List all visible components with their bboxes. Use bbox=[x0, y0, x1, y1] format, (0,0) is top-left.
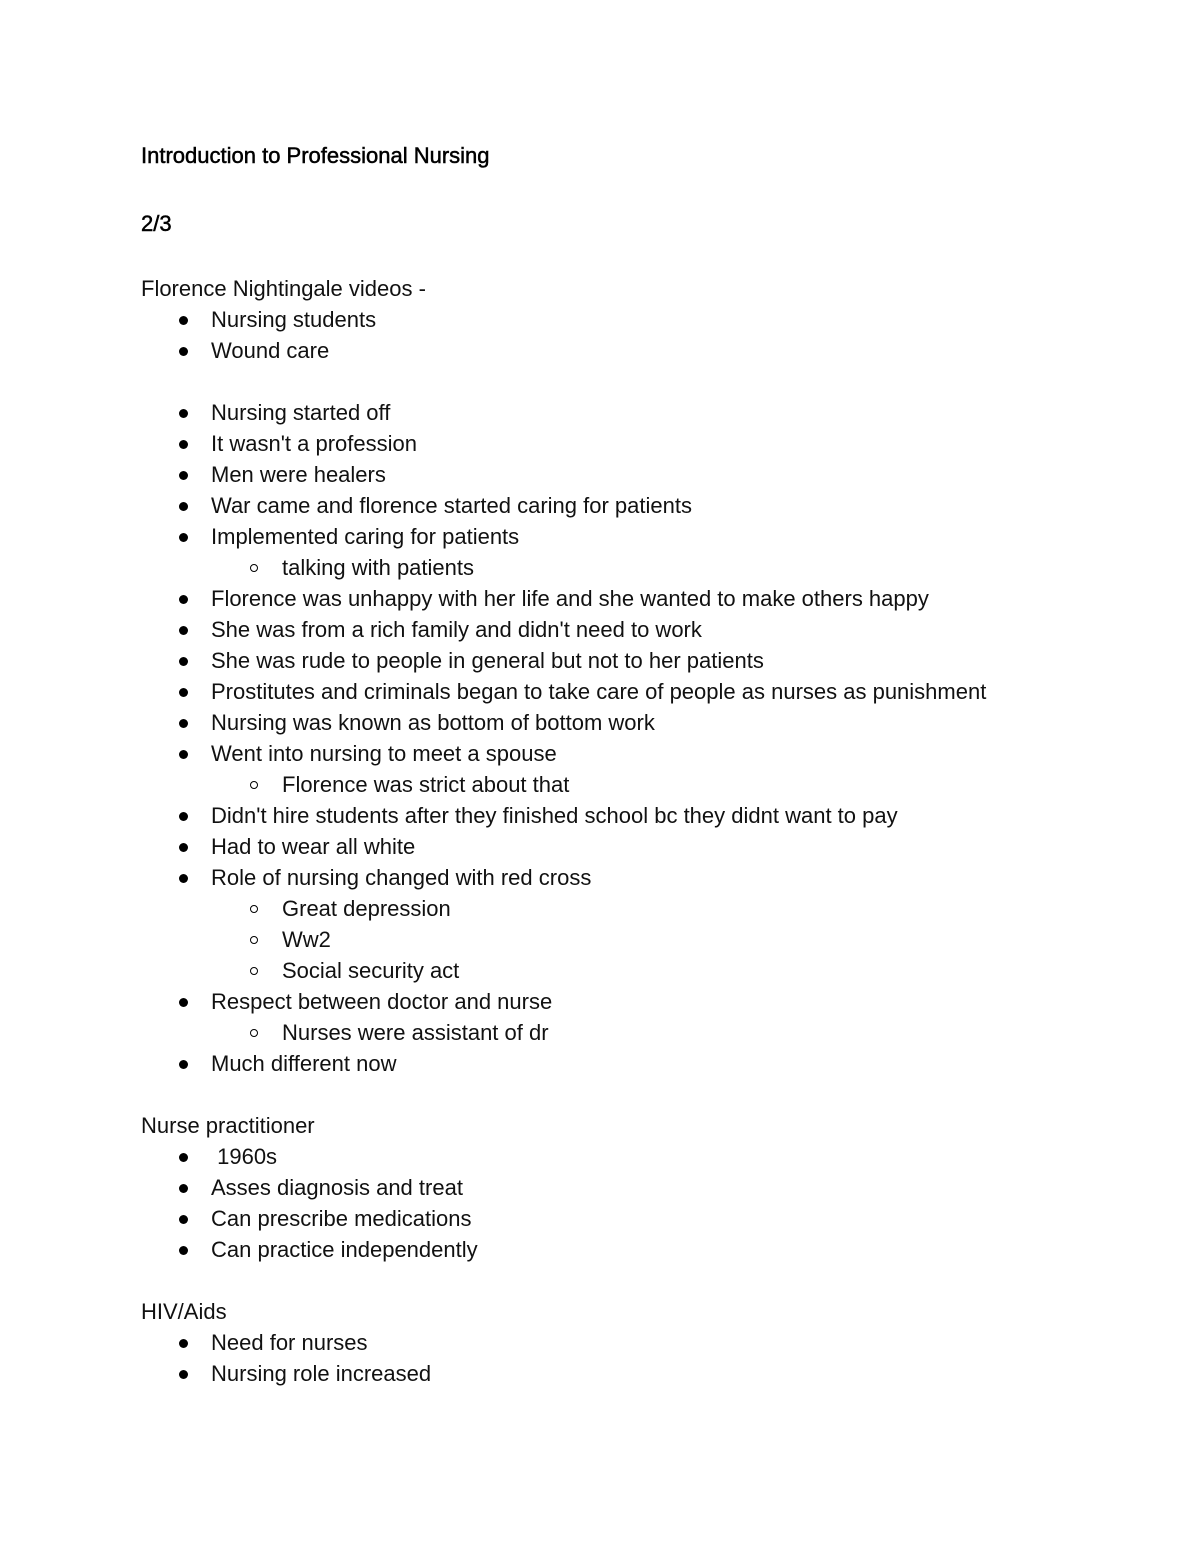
list-item: It wasn't a profession bbox=[141, 428, 1101, 459]
list-item: Nursing role increased bbox=[141, 1358, 1101, 1389]
list-item: She was rude to people in general but not to her patients bbox=[141, 645, 1101, 676]
blank-line bbox=[141, 366, 1101, 397]
list-item: 1960s bbox=[141, 1141, 1101, 1172]
bullet-icon bbox=[179, 1215, 188, 1224]
list-item: Need for nurses bbox=[141, 1327, 1101, 1358]
note-date: 2/3 bbox=[141, 211, 172, 236]
hollow-bullet-icon bbox=[250, 967, 258, 975]
list-item: Nursing was known as bottom of bottom work bbox=[141, 707, 1101, 738]
bullet-icon bbox=[179, 1184, 188, 1193]
sub-list-item: talking with patients bbox=[141, 552, 1101, 583]
bullet-icon bbox=[179, 1339, 188, 1348]
list-item: Went into nursing to meet a spouse bbox=[141, 738, 1101, 769]
sub-list-item: Nurses were assistant of dr bbox=[141, 1017, 1101, 1048]
document-title: Introduction to Professional Nursing bbox=[141, 143, 490, 168]
list-item: She was from a rich family and didn't need to work bbox=[141, 614, 1101, 645]
section-heading-nightingale: Florence Nightingale videos - bbox=[141, 276, 426, 301]
hollow-bullet-icon bbox=[250, 1029, 258, 1037]
bullet-icon bbox=[179, 440, 188, 449]
bullet-icon bbox=[179, 1246, 188, 1255]
list-item: Florence was unhappy with her life and she wanted to make others happy bbox=[141, 583, 1101, 614]
bullet-icon bbox=[179, 750, 188, 759]
bullet-icon bbox=[179, 533, 188, 542]
bullet-icon bbox=[179, 719, 188, 728]
bullet-icon bbox=[179, 1153, 188, 1162]
list-item: Men were healers bbox=[141, 459, 1101, 490]
list-item: Asses diagnosis and treat bbox=[141, 1172, 1101, 1203]
list-item: Implemented caring for patients bbox=[141, 521, 1101, 552]
bullet-icon bbox=[179, 316, 188, 325]
sub-list-item: Florence was strict about that bbox=[141, 769, 1101, 800]
bullet-icon bbox=[179, 657, 188, 666]
list-item: Nursing students bbox=[141, 304, 1101, 335]
spacer bbox=[141, 1265, 1101, 1296]
list-item: Role of nursing changed with red cross bbox=[141, 862, 1101, 893]
list-item: Can practice independently bbox=[141, 1234, 1101, 1265]
bullet-icon bbox=[179, 874, 188, 883]
bullet-icon bbox=[179, 409, 188, 418]
list-item: Prostitutes and criminals began to take care of people as nurses as punishment bbox=[141, 676, 1101, 707]
bullet-list-practitioner bbox=[141, 1141, 1101, 1265]
section-heading-practitioner: Nurse practitioner bbox=[141, 1113, 315, 1138]
spacer bbox=[141, 1079, 1101, 1110]
hollow-bullet-icon bbox=[250, 564, 258, 572]
bullet-icon bbox=[179, 471, 188, 480]
bullet-icon bbox=[179, 347, 188, 356]
list-item: Respect between doctor and nurse bbox=[141, 986, 1101, 1017]
list-item: Can prescribe medications bbox=[141, 1203, 1101, 1234]
bullet-icon bbox=[179, 502, 188, 511]
bullet-icon bbox=[179, 595, 188, 604]
section-heading-hiv: HIV/Aids bbox=[141, 1299, 227, 1324]
list-item: Nursing started off bbox=[141, 397, 1101, 428]
hollow-bullet-icon bbox=[250, 905, 258, 913]
bullet-icon bbox=[179, 1370, 188, 1379]
spacer bbox=[141, 239, 1101, 273]
hollow-bullet-icon bbox=[250, 936, 258, 944]
bullet-list-nightingale bbox=[141, 304, 1101, 1079]
list-item: Wound care bbox=[141, 335, 1101, 366]
document-page bbox=[141, 140, 1101, 1389]
bullet-icon bbox=[179, 1060, 188, 1069]
bullet-icon bbox=[179, 688, 188, 697]
hollow-bullet-icon bbox=[250, 781, 258, 789]
sub-list-item: Great depression bbox=[141, 893, 1101, 924]
list-item: Had to wear all white bbox=[141, 831, 1101, 862]
sub-list-item: Ww2 bbox=[141, 924, 1101, 955]
bullet-icon bbox=[179, 626, 188, 635]
bullet-icon bbox=[179, 843, 188, 852]
list-item: War came and florence started caring for patients bbox=[141, 490, 1101, 521]
bullet-icon bbox=[179, 998, 188, 1007]
list-item: Much different now bbox=[141, 1048, 1101, 1079]
sub-list-item: Social security act bbox=[141, 955, 1101, 986]
list-item: Didn't hire students after they finished school bc they didnt want to pay bbox=[141, 800, 1101, 831]
bullet-list-hiv bbox=[141, 1327, 1101, 1389]
bullet-icon bbox=[179, 812, 188, 821]
